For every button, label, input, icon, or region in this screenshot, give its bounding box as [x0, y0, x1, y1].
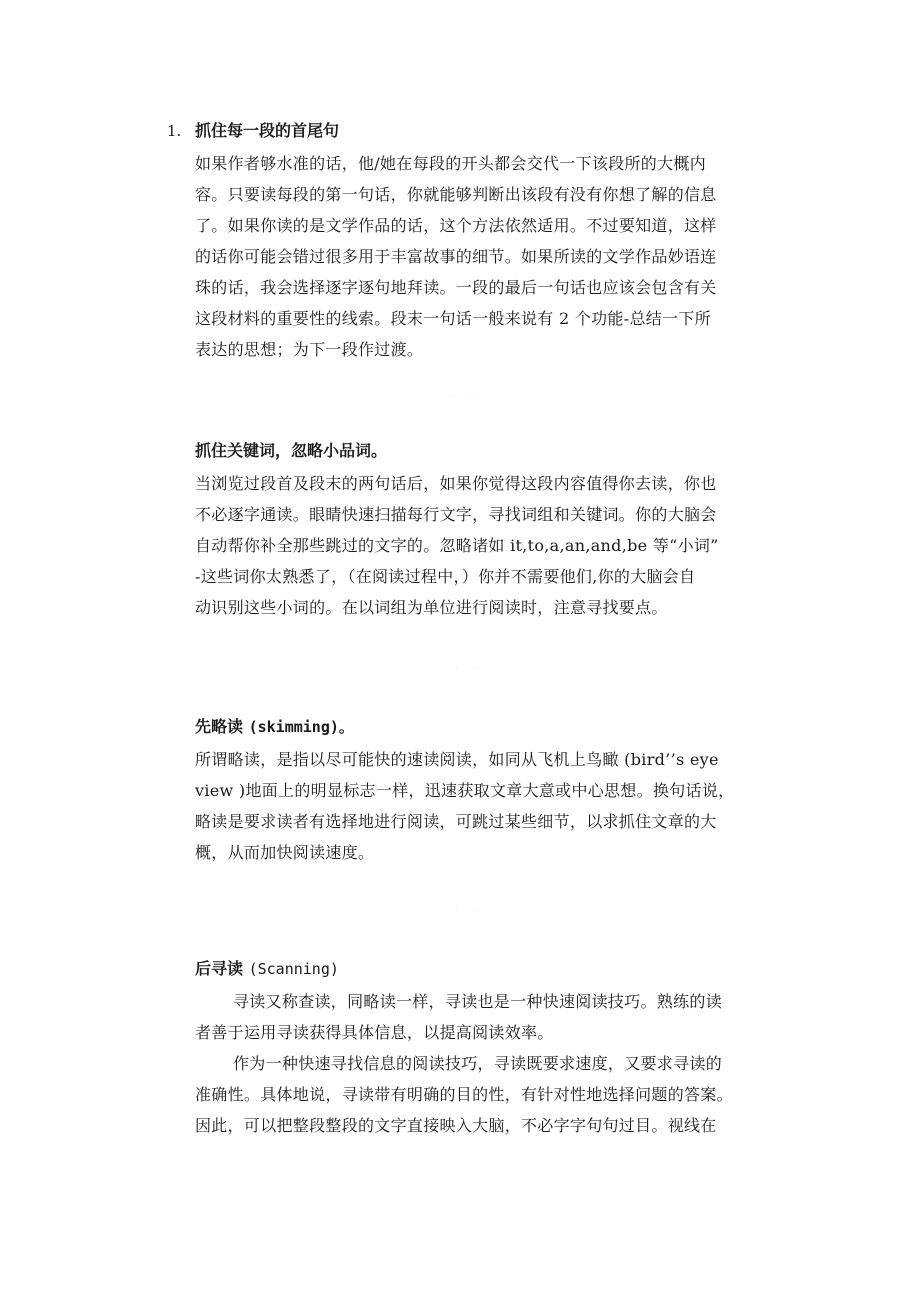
section-heading [195, 434, 795, 468]
section-title: 抓住关键词，忽略小品词。 [195, 441, 388, 460]
faint-watermark-mark: · · [452, 392, 480, 403]
paragraph-line: 表达的思想；为下一段作过渡。 [195, 340, 424, 359]
paragraph-line: 概，从而加快阅读速度。 [195, 843, 375, 862]
paragraph-line: 作为一种快速寻找信息的阅读技巧，寻读既要求速度，又要求寻读的 [233, 1054, 723, 1073]
paragraph-line: 不必逐字通读。眼睛快速扫描每行文字，寻找词组和关键词。你的大脑会 [195, 505, 717, 524]
paragraph-line: 略读是要求读者有选择地进行阅读，可跳过某些细节，以求抓住文章的大 [195, 812, 717, 831]
paragraph-line: 者善于运用寻读获得具体信息，以提高阅读效率。 [195, 1023, 554, 1042]
paragraph-line: 容。只要读每段的第一句话，你就能够判断出该段有没有你想了解的信息 [195, 185, 717, 204]
paragraph-line: view )地面上的明显标志一样，迅速获取文章大意或中心思想。换句话说， [195, 781, 735, 800]
paragraph-line: 自动帮你补全那些跳过的文字的。忽略诸如 it,to,a,an,and,be 等“小词” [195, 536, 719, 555]
section-heading [167, 114, 795, 148]
section-heading [195, 952, 795, 986]
section-heading [195, 710, 795, 744]
section-keywords [195, 434, 795, 623]
paragraph-line: 当浏览过段首及段末的两句话后，如果你觉得这段内容值得你去读，你也 [195, 474, 717, 493]
section-skimming [195, 710, 795, 868]
paragraph-line: 所谓略读，是指以尽可能快的速读阅读，如同从飞机上鸟瞰 (bird’’s eye [195, 750, 719, 769]
paragraph-line: 因此，可以把整段整段的文字直接映入大脑，不必字字句句过目。视线在 [195, 1116, 717, 1135]
faint-watermark-mark: · · [455, 664, 483, 675]
paragraph-line: 动识别这些小词的。在以词组为单位进行阅读时，注意寻找要点。 [195, 598, 668, 617]
section-first-last-sentence [167, 114, 795, 365]
paragraph-line: 准确性。具体地说，寻读带有明确的目的性，有针对性地选择问题的答案。 [195, 1085, 733, 1104]
paragraph-line: 的话你可能会错过很多用于丰富故事的细节。如果所读的文学作品妙语连 [195, 247, 717, 266]
section-title-latin: (skimming)。 [248, 718, 354, 736]
paragraph-line: -这些词你太熟悉了，（在阅读过程中，）你并不需要他们,你的大脑会自 [195, 567, 696, 586]
section-title: 后寻读 [195, 959, 244, 978]
list-number: 1. [167, 122, 182, 140]
section-title-latin: (Scanning) [248, 960, 339, 978]
section-title: 抓住每一段的首尾句 [195, 121, 340, 140]
paragraph-line: 寻读又称查读，同略读一样，寻读也是一种快速阅读技巧。熟练的读 [233, 992, 723, 1011]
paragraph-line: 如果作者够水准的话，他/她在每段的开头都会交代一下该段所的大概内 [195, 154, 706, 173]
section-title: 先略读 [195, 717, 244, 736]
section-scanning [195, 952, 795, 1141]
paragraph-line: 这段材料的重要性的线索。段末一句话一般来说有 2 个功能-总结一下所 [195, 309, 711, 328]
paragraph-line: 珠的话，我会选择逐字逐句地拜读。一段的最后一句话也应该会包含有关 [195, 278, 717, 297]
faint-watermark-mark: · · [455, 906, 483, 917]
paragraph-line: 了。如果你读的是文学作品的话，这个方法依然适用。不过要知道，这样 [195, 216, 717, 235]
